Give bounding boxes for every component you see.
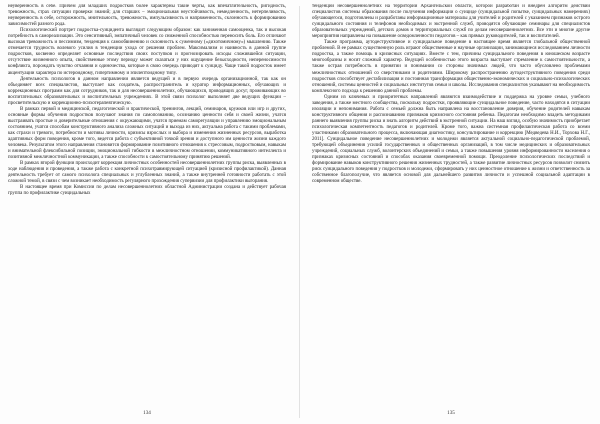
left-page [8, 4, 286, 418]
book-gutter [299, 6, 300, 418]
page-number-left: 134 [143, 410, 151, 416]
left-page-body [8, 4, 286, 404]
paragraph: неуверенность в себе. Причем для младших подростков более характерны такие черты, как впечатлительность, ригидность, тревожность, страх ситуации проверки знаний; для старших – эмоциональная неустойчивость, немедленность, нетерпеливость, неуверенность в себе, осторожность, мнительность, тревожность, импульсивность и напряженность, склонность к формированию зависимостей разного рода. [8, 4, 286, 28]
paragraph: В рамках второй функции происходит коррекция личностных особенностей несовершеннолетних группы риска, выявленных в ходе наблюдения и проведения, а также работа с конкретной психотравмирующей ситуацией (кризисной профилактикой). Данная деятельность требует от самого психолога специальных и углубленных знаний, а также внутренней готовности работать с этой сложной темой, в связи с чем возникает необходимость регулярного прохождения супервизии для профилактики выгорания. [8, 161, 286, 185]
paragraph: В рамках первой и медицинской, педагогической и практической, тренингов, лекций, семинаров, кружков или игр и других, основные формы обучения подростков получают знания по самопознанию, осознанию ценности себя и своей жизни, учатся выстраивать простые и доверительные отношения с окружающими, учатся приемам саморегуляции и управлению эмоциональным состоянием, учатся способам конструктивного анализа сложных ситуаций и выхода из них, актуальна работа с такими проблемами, как страхи и тревоги, потребности и мотивы личности, кризисы взрослых и выбора и изменения жизненных ресурсов, выработка адаптивных форм поведения, кроме того, ведется работа с субъективной точкой зрения и доступного им ценности жизни каждого человека. Результатом этого направления становится формирование позитивного отношения к стрессовым, подростковым, навыкам и внимательной флексибильной позиции, эмоциональной гибкости в межличностном отношении, коммуникативного интеллекта и позитивной межличностной коммуникации, а также способности к самостоятельному принятию решений. [8, 106, 286, 161]
page-number-right: 135 [447, 410, 455, 416]
paragraph: Одним из ключевых и приоритетных направлений являются взаимодействие и поддержка на уровне семьи, учебного заведения, а также местного сообщества, поскольку подростки, проявляющие суицидальное поведение, часто находятся в ситуации изоляции и непонимания. Работа с семьей должна быть направлена на восстановление доверия, обучение родителей навыкам конструктивного общения и распознаванию признаков кризисного состояния ребенка. Педагогам необходимо владеть методиками раннего выявления группы риска и знать алгоритм действий в экстренной ситуации. На наш взгляд, особую значимость приобретает психологическая компетентность педагогов и родителей. Кроме того, важна системная профилактическая работа со всеми участниками образовательного процесса, включающая диагностику, консультирование и коррекцию [Медведева Н.И., Торхова Н.Г., 2011]. Суицидальное поведение несовершеннолетних и молодежи является актуальной социально-педагогической проблемой, требующей объединения усилий государственных и общественных организаций, в том числе медицинских и образовательных учреждений, социальных служб, волонтерских объединений и семьи, а также повышения уровня информированности населения о признаках кризисных состояний и способах оказания своевременной помощи. Преодоление психологических последствий и формирование навыков конструктивного решения жизненных трудностей, а также развитие личностных ресурсов позволит снизить риск суицидального поведения у подростков и молодежи, сформировать у них ценностное отношение к жизни и ответственность за собственное благополучие, что является основой для дальнейшего развития личности и успешной социальной адаптации в современном обществе. [312, 94, 590, 185]
right-page-body [312, 4, 590, 404]
paragraph: Психологический портрет подростка-суицидента выглядит следующим образом: как заниженная самооценка, так и высокая потребность в самореализации. Это сенситивный, эмпатичный человек со сниженной способностью переносить боль. Его отличают высокая тревожность и пессимизм, тенденция к самообвинению и склонность к суженному («дихотомичному») мышлению. Также отмечается трудность волевого усилия в тенденции ухода от решения проблем. Максимализм и наивность в данной группе подростков, косвенно определяет основные последствия своих поступков и прогнозировать исходы сложившейся ситуации, отсутствие жизненного опыта, свойственные этому периоду может сказаться у них ощущение безысходности, непереносимости конфликта, порождать чувство отчаяния и одиночества, которые в свою очередь приводят к суициду. Чаще такой подросток имеет акцентуации характера по истероидному, гипертимному и эпилептоидному типу. [8, 28, 286, 76]
paragraph: тенденций несовершеннолетних на территории Архангельской области, которой разработан и внедрен алгоритм действий специалистов системы образования после получения информации о суициде (суицидальной попытке, суицидальных намерениях) обучающегося, подготовлены и разработаны информационные материалы для учителей и родителей с указанием признаков острого суицидального состояния и телефонов необходимых и экстренной служб, проводятся обучающие семинары для специалистов образовательных учреждений, детских домов и территориальных служб по делам несовершеннолетних. Все эти и многие другие мероприятия направлены на повышение осведомленности педагогов – как прямых руководителей, так и воспитателей. [312, 4, 590, 40]
right-page [312, 4, 590, 418]
paragraph: Также программа, аутодеструктивное и суицидальное поведение в настоящее время является глобальной общественной проблемой. В ее рамках существенную роль играют общественные и научные организации, занимающиеся исследованием личности подростка, а также помощь в кризисных ситуациях. Вместе с тем, причины суицидального поведения в юношеском возрасте многообразны и носят сложный характер. Ведущей особенностью этого возраста выступает стремление к самостоятельности, а также острая потребность в принятии и понимании со стороны значимых людей, что часто обусловлено проблемами межличностных отношений со сверстниками и родителями. Широкому распространению аутодеструктивного поведения среди подростков способствует дестабилизация и постоянная трансформация общественно-экономических и социально-психологических отношений, системы ценностей и социальных институтов семьи и школы. Исследования специалистов указывают на необходимость комплексного подхода к решению данной проблемы. [312, 40, 590, 94]
paragraph: В настоящее время при Комиссии по делам несовершеннолетних областной Администрации создана и действует рабочая группа по профилактике суицидальных [8, 185, 286, 197]
paragraph: Деятельность психологов в данном направлении является ведущей и в первую очередь организационной, так как он объединяет всех специалистов, выступает как создатель, распространитель и куратор информационных, обучающих и коррекционных программ как для сотрудников, так и для несовершеннолетних, обучающихся, проводящих досуг, проживающих во воспитательных образовательных и воспитательных учреждениях. В этой связи психолог выполняет две ведущих функции – просветительскую и коррекционно-психотерапевтическую. [8, 76, 286, 106]
